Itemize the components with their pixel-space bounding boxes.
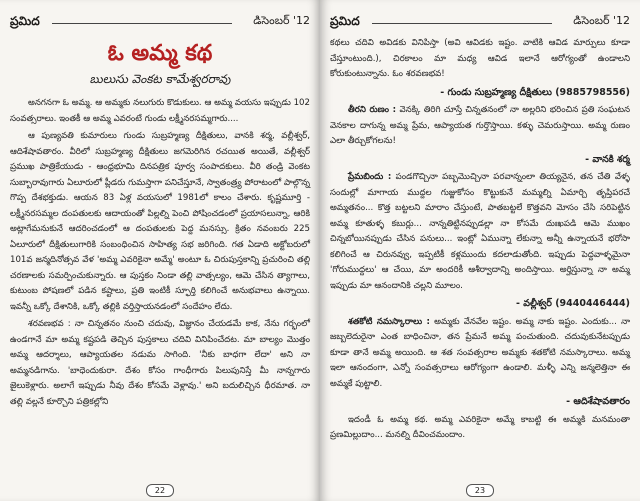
paragraph: అనగనగా ఓ అమ్మ. ఆ అమ్మకు నలుగురు కొడుకులు. ఆ అమ్మ వయసు ఇప్పుడు 102 సంవత్సరాలు. ఇంతకీ ఆ అమ్మ ఎవరంటే గుండు లక్ష్మీనరసమ్మగారు.... xyxy=(10,98,310,124)
opening-paragraph: కథలు చదివి అవిడకు వినిపిస్తా (అవి ఆవిడకు ఇష్టం. వాటికి ఆవిడ మార్పులు కూడా చేస్తూంటుంది.), చిరకాలం మా మధ్య ఆవిడ ఇలానే ఆరోగ్యంతో ఉండాలని కోరుకుంటున్నాను. ఓం శరవణభవ! xyxy=(330,38,630,79)
section-text: వెనక్కి తిరిగి చూస్తే చిన్నతనంలో నా అల్లరిని భరించిన ప్రతి సంఘటన వెనకాల దాగున్న అమ్మ ప్రేమ, ఆప్యాయత గుర్తొస్తాయి. కళ్ళు చెమరుస్తాయి. అమ్మ రుణం ఎలా తీర్చుకోగలను! xyxy=(330,105,631,146)
signature: - గుండు సుబ్రహ్మణ్య దీక్షితులు (9885798556) xyxy=(440,86,630,98)
signature: - వల్లీశ్వర్ (9440446444) xyxy=(515,298,630,309)
article-author: బులుసు వెంకట కామేశ్వరరావు xyxy=(89,72,231,86)
page-number: 23 xyxy=(466,484,494,497)
section-lead: తీరని రుణం : xyxy=(348,105,397,115)
header-rule xyxy=(372,23,552,24)
magazine-name: ప్రమిద xyxy=(10,14,40,28)
right-page-header xyxy=(330,14,630,32)
section-paragraph xyxy=(330,315,630,393)
left-page-body xyxy=(10,96,310,412)
section-text: పండగొచ్చినా పబ్బమొచ్చినా పరవాన్నంలా తియ్యనైన, తన చేతి వేళ్ళ సందుల్లో మాగాయ ముద్దల గుజ్జుకోసం కొట్టుకునే మమ్మల్ని ఏమార్చి తృప్తిపరచే అమ్మతనం... కొత్త బట్టలని మారాం చేస్తుంటే, పాతబట్టలే కొత్తవని మోసం చేసి సరిపెట్టిన అమ్మ కూతుళ్ళ కబుర్లు... నాన్నతిట్టినప్పుడల్లా నా కోసమే దుఃఖపడి ఆమె ముఖం చిన్నబోయినప్పుడు చేసిన పనులు... ఇంట్లో ఏమున్నా లేకున్నా అన్నీ ఉన్నాయనే భరోసా కలిగించే ఆ చిరునవ్వు, ఇప్పటికీ కళ్లముందు కదలాడుతోంది. ఇప్పుడు పెద్దవాళ్ళమైనా 'గోరుముద్దలు' ఆ చేయి, మా అందరికీ ఆశీర్వాదాన్ని అందిస్తాయి. అర్హిస్తున్నా నా అమ్మ ఇప్పుడు మా ఆనందానికి చల్లని మూలం. xyxy=(330,172,631,291)
page-number: 22 xyxy=(146,484,174,497)
signature: - వానకి శర్మ xyxy=(585,153,630,165)
signature: - ఆదిశేషావతారం xyxy=(566,396,630,407)
section-lead: ప్రేమబిందు : xyxy=(348,172,392,182)
right-page xyxy=(320,0,640,501)
article-title: ఓ అమ్మ కథ xyxy=(107,40,213,66)
left-page-header xyxy=(10,14,310,32)
paragraph: శరవణభవ : నా చిన్నతనం నుంచి చదువు, విజ్ఞానం చేయడమే కాక, నేను గర్భంలో ఉండగానే మా అమ్మ కష్టపడి తెచ్చిన పుస్తకాలు చదివి వినిపించేదట. మా బాల్యం మొత్తం అమ్మ ఆదర్శాలు, ఆప్యాయతల నడుమ సాగింది. 'నీకు బాధగా లేదా' అని నా అమ్మనడిగాను. 'బాధెందుకురా. దేశం కోసం గాంధీగారు పిలుపునిస్తే మీ నాన్నగారు జైలుకెళ్లారు. అలాగే ఇప్పుడు నీవు దేశం కోసమే వెళ్లావు.' అని బదులిచ్చిన ధీరమాత. నా తల్లి వల్లనే కూర్చొని పత్రికల్లోని xyxy=(10,319,310,407)
section-text: ఇదండీ ఓ అమ్మ కథ. అమ్మ ఎవరికైనా అమ్మే కాబట్టి ఈ అమ్మకి మనమంతా ప్రణమిల్లుదాం... మనల్ని దీవించమందాం. xyxy=(330,414,630,440)
section-lead: శతకోటి నమస్కారాలు : xyxy=(348,316,430,327)
section-paragraph xyxy=(330,413,630,444)
paragraph: ఆ పుణ్యవతి కుమారులు గుండు సుబ్రహ్మణ్య దీక్షితులు, వానకి శర్మ, వల్లీశ్వర్, ఆదిశేషావతారం. వీరిలో సుబ్రహ్మణ్య దీక్షితులు జగమెరిగిన రచయిత అయితే, వల్లీశ్వర్ ప్రముఖ పాత్రికేయుడు - ఆంధ్రభూమి దినపత్రిక పూర్వ సంపాదకులు. వీరి తండ్రి వెంకట సుబ్బారావుగారు ఏలూరులో ప్లీడరు గుమస్తాగా పనిచేస్తూనే, స్వాతంత్ర్య పోరాటంలో పాల్గొన్న గొప్ప దేశభక్తుడు. ఆయన 83 ఏళ్ల వయసులో 1981లో కాలం చేశారు. కృష్ణమూర్తి - లక్ష్మీనరసమ్మల దంపతులకు ఆదాయంతో పిల్లల్ని పెంచి పోషించడంలో ప్రయాసలున్నా, ఆరికి అట్లాగేమనుకునే ఆదరించడంలో ఆ దంపతులకు పెద్ద మనస్సు. క్రితం నవంబరు 225 ఏలూరులో దీక్షితులుగారికి సంబంధించిన సాహిత్య సభ జరిగింది. గత ఏడాది అక్టోబరులో 101వ జన్మదినోత్సవ వేళ 'అమ్మ ఎవరికైనా అమ్మే' అంటూ ఓ చిరుపుస్తకాన్ని ప్రచురించి తల్లి చరణాలకు సమర్పించుకున్నారు. ఆ పుస్తకం నిండా తల్లి వాత్సల్యం, ఆమె చేసిన త్యాగాలు, కుటుంబ పోషణలో పడిన కష్టాలు, ప్రతి ఇంటికీ స్ఫూర్తి కలిగించే అనుభవాలు ఉన్నాయి. ఇవన్నీ ఒక్కో దేశానికి, ఒక్కో తల్లికి వర్తిస్తాయనడంలో సందేహం లేదు. xyxy=(10,131,310,312)
issue-date: డిసెంబర్ '12 xyxy=(253,14,310,27)
section-paragraph xyxy=(330,103,630,150)
magazine-name: ప్రమిద xyxy=(330,14,360,28)
right-page-body xyxy=(330,36,630,446)
issue-date: డిసెంబర్ '12 xyxy=(573,14,630,27)
section-text: అమ్మకు వేనవేల ఇష్టం. అమ్మ నాకు ఇష్టం. ఎందుకు... నా జబ్బలెదురైనా ఎంత బాధించినా, తన ప్రేమనే అమ్మ పంచుతుంది. చదువుకునేటప్పుడు కూడా తానే అమ్మ అయింది. ఆ శత సంవత్సరాల అమ్మకు శతకోటి నమస్కారాలు. అమ్మ ఇలా ఆనందంగా, ఎన్నో సంవత్సరాలు ఆరోగ్యంగా ఉండాలి. మళ్ళీ ఎన్ని జన్మలెత్తినా ఈ అమ్మకే పుట్టాలి. xyxy=(330,316,631,389)
header-rule xyxy=(52,23,232,24)
section-paragraph xyxy=(330,170,630,294)
